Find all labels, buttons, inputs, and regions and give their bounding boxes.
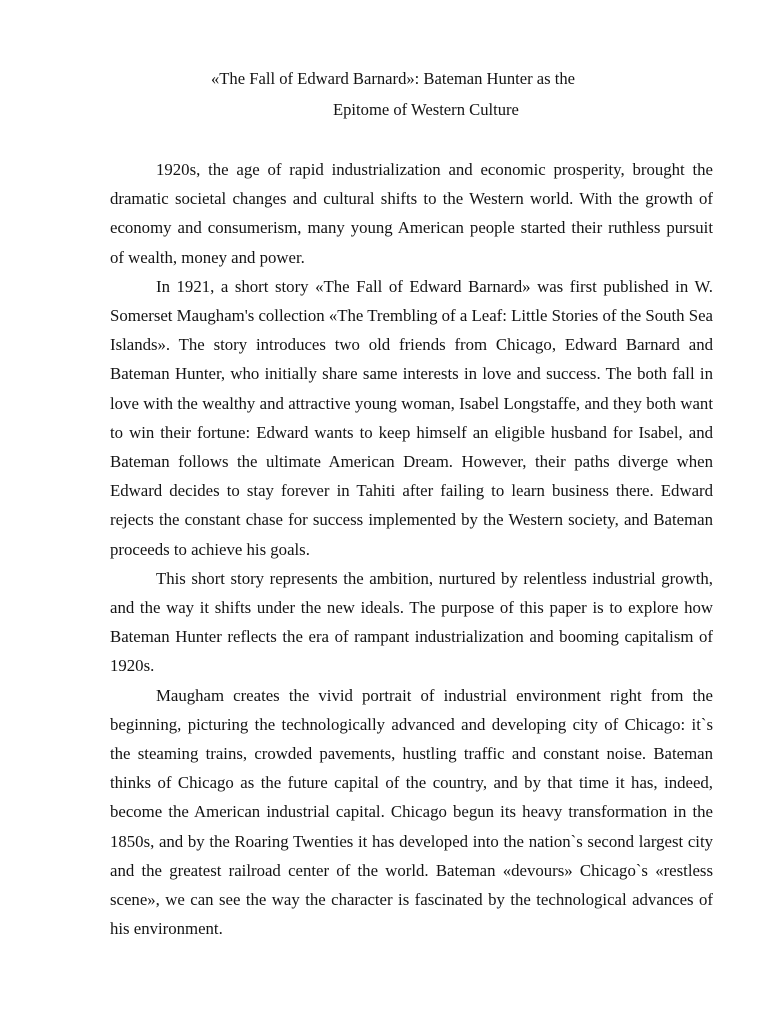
paragraph-4: Maugham creates the vivid portrait of industrial environment right from the beginning, picturing the technologically advanced and developing city of Chicago: it`s the steaming trains, crowded pavements, hustling traffic and constant noise. Bateman thinks of Chicago as the future capital of the country, and by that time it has, indeed, become the American industrial capital. Chicago begun its heavy transformation in the 1850s, and by the Roaring Twenties it has developed into the nation`s second largest city and the greatest railroad center of the world. Bateman «devours» Chicago`s «restless scene», we can see the way the character is fascinated by the technological advances of his environment. bbox=[110, 685, 713, 939]
paragraph-2: In 1921, a short story «The Fall of Edward Barnard» was first published in W. Somerset Maugham's collection «The Trembling of a Leaf: Little Stories of the South Sea Islands». The story introduces two old friends from Chicago, Edward Barnard and Bateman Hunter, who initially share same interests in love and success. The both fall in love with the wealthy and attractive young woman, Isabel Longstaffe, and they both want to win their fortune: Edward wants to keep himself an eligible husband for Isabel, and Bateman follows the ultimate American Dream. However, their paths diverge when Edward decides to stay forever in Tahiti after failing to learn business there. Edward rejects the constant chase for success implemented by the Western society, and Bateman proceeds to achieve his goals. bbox=[110, 276, 713, 559]
paragraph-3: This short story represents the ambition, nurtured by relentless industrial growth, and the way it shifts under the new ideals. The purpose of this paper is to explore how Bateman Hunter reflects the era of rampant industrialization and booming capitalism of 1920s. bbox=[110, 568, 713, 676]
document-body bbox=[110, 155, 713, 943]
paragraph-1: 1920s, the age of rapid industrialization and economic prosperity, brought the dramatic societal changes and cultural shifts to the Western world. With the growth of economy and consumerism, many young American people started their ruthless pursuit of wealth, money and power. bbox=[110, 160, 713, 267]
document-title-line-1: «The Fall of Edward Barnard»: Bateman Hunter as the bbox=[211, 69, 576, 88]
document-title-line-2: Epitome of Western Culture bbox=[333, 100, 519, 119]
